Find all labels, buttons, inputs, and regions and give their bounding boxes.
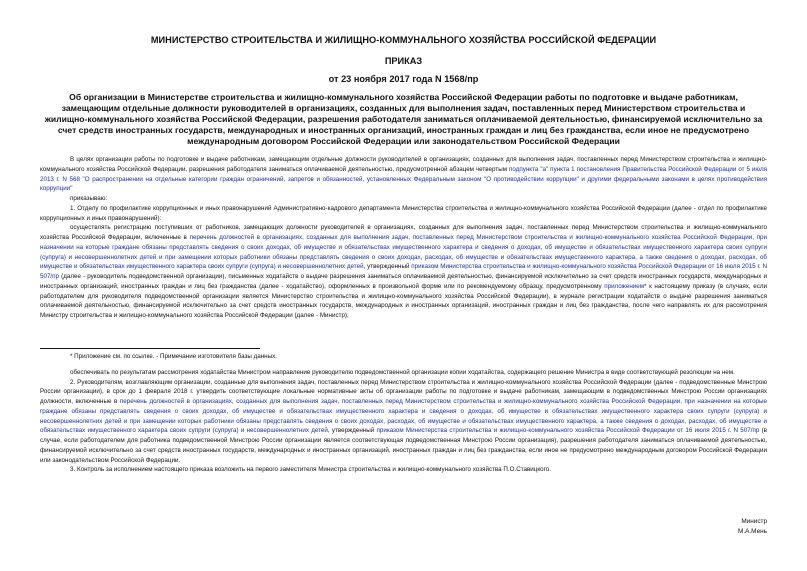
order-507-link[interactable]: приказом Министерства строительства и жилищно-коммунального хозяйства Российской Федерации от 16 июля 2015 г. N 507/пр: [40, 263, 767, 280]
preamble-paragraph: [40, 155, 767, 194]
appendix-link[interactable]: приложением: [604, 282, 645, 290]
signature-block: [738, 517, 767, 537]
registration-text-4: * к настоящему приказу (в случаях, если работодателем для руководителя подведомственной организации является Министерство строительства и жилищно-коммунального хозяйства Российской Федерации), в журнале регистрации ходатайств о выдаче разрешения заниматься оплачиваемой деятельностью, финансируемой исключительно за счет средств иностранных государств, международных и иностранных организаций, иностранных граждан и лиц без гражданства, после чего направлять их для рассмотрения Министру строительства и жилищно-коммунального хозяйства Российской Федерации (далее - Министр);: [40, 282, 767, 319]
footnote-note: * Приложение см. по ссылке. - Примечание изготовителя базы данных.: [70, 353, 277, 360]
item-2-text-2: , утвержденный: [327, 427, 377, 435]
document-date-number: от 23 ноября 2017 года N 1568/пр: [328, 74, 479, 84]
item-3-paragraph: 3. Контроль за исполнением настоящего приказа возложить на первого заместителя Министра строительства и жилищно-коммунального хозяйства П.О.Ставицкого.: [70, 466, 552, 474]
registration-text-2: , утвержденный: [363, 263, 412, 271]
order-507-link-2[interactable]: приказом Министерства строительства и жилищно-коммунального хозяйства Российской Федерации от 16 июля 2015 г. N 507/пр: [376, 427, 760, 435]
registration-text-1: осуществлять регистрацию поступивших от работников, замещающих должности руководителей в организациях, созданных для выполнения задач, поставленных перед Министерством строительства и жилищно-коммунального хозяйства Российской Федерации, включенные в: [40, 224, 767, 241]
resolution-paragraph: обеспечивать по результатам рассмотрения ходатайства Министром направление руководителю подведомственной организации копии ходатайства, содержащего решение Министра в виде соответствующей резолюции на нем.: [70, 368, 735, 376]
item-2-text-3: (в случае, если работодателем для работника подведомственной Минстрою России организации является соответствующая подведомственная Минстрою России организация), разрешения работодателя заниматься оплачиваемой деятельностью, финансируемой исключительно за счет средств иностранных государств, международных и иностранных организаций, иностранных граждан и лиц без гражданства, если иное не предусмотрено международным договором Российской Федерации или законодательством Российской Федерации.: [40, 427, 767, 464]
positions-list-link-2[interactable]: перечень должностей в организациях, созданных для выполнения задач, поставленных перед Министерством строительства и жилищно-коммунального хозяйства Российской Федерации, при назначении на которые граждане обязаны представлять сведения о своих доходах, об имуществе и обязательствах имущественного характера и сведения о доходах, об имуществе и обязательствах имущественного характера своих супруги (супруга) и несовершеннолетних детей и при замещении которых работники обязаны представлять сведения о своих доходах, расходах, об имуществе и обязательствах имущественного характера, а также сведения о доходах, расходах, об имуществе и обязательствах имущественного характера своих супруги (супруга) и несовершеннолетних детей: [40, 398, 767, 435]
decree-link[interactable]: подпункта "а" пункта 1 постановления Правительства Российской Федерации от 5 июля 2013 г. N 568 "О распространении на отдельные категории граждан ограничений, запретов и обязанностей, установленных Федеральным законом "О противодействии коррупции" и другими федеральными законами в целях противодействия коррупции": [40, 165, 767, 193]
preamble-text: В целях организации работы по подготовке и выдаче работникам, замещающим отдельные должности руководителей в организациях, созданных для выполнения задач, поставленных перед Министерством строительства и жилищно-коммунального хозяйства Российской Федерации, разрешения работодателя заниматься оплачиваемой деятельностью, предусмотренной абзацем четвертым: [40, 156, 767, 173]
document-title: Об организации в Министерстве строительства и жилищно-коммунального хозяйства Российской Федерации работы по подготовке и выдаче работникам, замещающим отдельные должности руководителей в организациях, созданных для выполнения задач, поставленных перед Министерством строительства и жилищно-коммунального хозяйства Российской Федерации, разрешения работодателя заниматься оплачиваемой деятельностью, финансируемой исключительно за счет средств иностранных государств, международных и иностранных организаций, иностранных граждан и лиц без гражданства, если иное не предусмотрено международным договором Российской Федерации или законодательством Российской Федерации: [44, 92, 763, 146]
item-2-text-1: 2. Руководителям, возглавляющим организации, созданные для выполнения задач, поставленных перед Министерством строительства и жилищно-коммунального хозяйства Российской Федерации (далее - подведомственные Минстрою России организации), в срок до 1 февраля 2018 г. утвердить соответствующие локальные нормативные акты об организации работы по подготовке и выдаче работникам, замещающим в подведомственных Минстрою России организациях должности, включенные в: [40, 378, 767, 405]
orders-line: приказываю:: [70, 195, 108, 202]
document-type: ПРИКАЗ: [384, 56, 423, 66]
footnote-divider: [40, 348, 260, 349]
item-2-paragraph: [40, 378, 767, 466]
signature-position: Министр: [741, 518, 767, 525]
registration-text-3: (далее - руководитель подведомственной организации), письменных ходатайств о выдаче разрешения заниматься оплачиваемой деятельностью, финансируемой исключительно за счет средств иностранных государств, международных и иностранных организаций, иностранных граждан и лиц без гражданства (далее - ходатайство), оформленных в произвольной форме или по рекомендуемому образцу, предусмотренному: [40, 273, 767, 290]
item-1-paragraph: 1. Отделу по профилактике коррупционных и иных правонарушений Административно-кадрового департамента Министерства строительства и жилищно-коммунального хозяйства Российской Федерации (далее - отдел по профилактике коррупционных и иных правонарушений):: [40, 204, 767, 222]
positions-list-link[interactable]: перечень должностей в организациях, созданных для выполнения задач, поставленных перед Министерством строительства и жилищно-коммунального хозяйства Российской Федерации, при назначении на которые граждане обязаны представлять сведения о своих доходах, об имуществе и обязательствах имущественного характера и сведения о доходах, об имуществе и обязательствах имущественного характера своих супруги (супруга) и несовершеннолетних детей и при замещении которых работники обязаны представлять сведения о своих доходах, расходах, об имуществе и обязательствах имущественного характера, а также сведения о доходах, расходах, об имуществе и обязательствах имущественного характера своих супруги (супруга) и несовершеннолетних детей: [40, 234, 767, 271]
document-body: [40, 155, 767, 321]
ministry-name: МИНИСТЕРСТВО СТРОИТЕЛЬСТВА И ЖИЛИЩНО-КОММУНАЛЬНОГО ХОЗЯЙСТВА РОССИЙСКОЙ ФЕДЕРАЦИИ: [150, 35, 657, 45]
document-lower-body: [40, 352, 767, 475]
item-1-registration-paragraph: [40, 223, 767, 321]
signature-name: М.А.Мень: [738, 528, 767, 535]
